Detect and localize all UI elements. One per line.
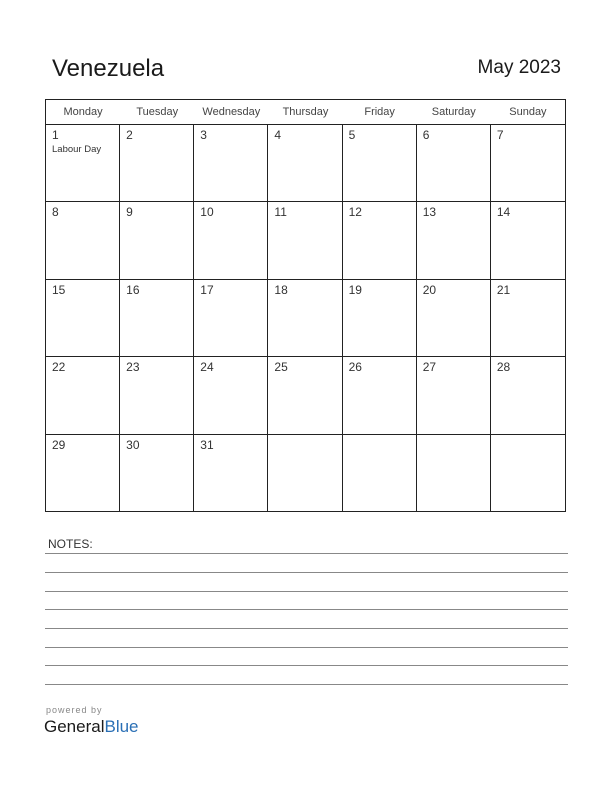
day-number: 26 xyxy=(348,360,362,375)
day-cell[interactable] xyxy=(268,357,342,434)
day-number: 23 xyxy=(126,360,140,375)
day-cell[interactable] xyxy=(343,125,417,202)
day-number: 8 xyxy=(52,205,59,220)
day-number: 28 xyxy=(496,360,511,375)
weekday-label: Wednesday xyxy=(202,106,261,118)
day-cell[interactable] xyxy=(491,357,565,434)
country-title: Venezuela xyxy=(52,55,165,82)
day-number: 6 xyxy=(422,128,430,142)
day-number: 11 xyxy=(274,205,287,220)
day-cell[interactable] xyxy=(491,435,565,512)
day-number: 18 xyxy=(274,282,288,297)
day-cell[interactable] xyxy=(268,280,342,357)
day-number: 4 xyxy=(274,128,282,142)
day-cell[interactable] xyxy=(46,125,120,202)
day-cell[interactable] xyxy=(417,435,491,512)
day-grid xyxy=(46,125,565,512)
day-cell[interactable] xyxy=(46,357,120,434)
day-cell[interactable] xyxy=(194,280,268,357)
weekday-label: Sunday xyxy=(509,106,547,118)
day-number: 20 xyxy=(422,282,437,297)
day-number: 1 xyxy=(52,128,59,142)
weekday-label: Tuesday xyxy=(136,106,179,118)
day-cell[interactable] xyxy=(417,357,491,434)
day-cell[interactable] xyxy=(194,202,268,279)
day-number: 3 xyxy=(200,128,207,142)
day-cell[interactable] xyxy=(417,280,491,357)
day-number: 9 xyxy=(126,205,133,220)
month-title: May 2023 xyxy=(477,57,561,78)
weekday-label: Thursday xyxy=(282,106,329,118)
generalblue-logo[interactable] xyxy=(44,717,139,737)
day-number: 22 xyxy=(52,360,66,375)
day-number: 14 xyxy=(496,205,511,220)
notes-label: NOTES: xyxy=(48,537,93,551)
notes-line xyxy=(45,572,568,573)
day-cell[interactable] xyxy=(194,357,268,434)
day-number: 16 xyxy=(126,282,140,297)
day-cell[interactable] xyxy=(268,125,342,202)
calendar-grid xyxy=(45,99,566,512)
day-number: 2 xyxy=(126,128,133,142)
day-cell[interactable] xyxy=(343,435,417,512)
day-cell[interactable] xyxy=(417,125,491,202)
day-number: 15 xyxy=(52,282,66,297)
day-cell[interactable] xyxy=(120,125,194,202)
day-cell[interactable] xyxy=(46,435,120,512)
day-number: 10 xyxy=(200,205,214,220)
day-number: 12 xyxy=(348,205,362,220)
day-cell[interactable] xyxy=(343,280,417,357)
notes-line xyxy=(45,665,568,666)
notes-line xyxy=(45,628,568,629)
day-cell[interactable] xyxy=(46,202,120,279)
day-number: 13 xyxy=(422,205,437,220)
notes-line xyxy=(45,684,568,685)
day-number: 24 xyxy=(200,360,214,375)
day-cell[interactable] xyxy=(120,435,194,512)
day-cell[interactable] xyxy=(120,280,194,357)
notes-line xyxy=(45,553,568,554)
powered-by-text: powered by xyxy=(46,705,103,715)
day-cell[interactable] xyxy=(194,125,268,202)
day-cell[interactable] xyxy=(46,280,120,357)
day-number: 29 xyxy=(52,437,66,452)
day-cell[interactable] xyxy=(417,202,491,279)
day-cell[interactable] xyxy=(120,202,194,279)
notes-line xyxy=(45,647,568,648)
weekday-header xyxy=(46,100,565,125)
brand-blue: Blue xyxy=(104,717,139,736)
day-cell[interactable] xyxy=(491,202,565,279)
day-number: 17 xyxy=(200,282,214,297)
notes-line xyxy=(45,591,568,592)
day-cell[interactable] xyxy=(120,357,194,434)
day-cell[interactable] xyxy=(268,202,342,279)
day-cell[interactable] xyxy=(491,280,565,357)
day-number: 31 xyxy=(200,437,214,452)
weekday-label: Friday xyxy=(364,106,395,118)
weekday-label: Saturday xyxy=(431,106,476,118)
day-cell[interactable] xyxy=(268,435,342,512)
weekday-label: Monday xyxy=(63,106,103,118)
day-number: 5 xyxy=(348,128,356,142)
day-number: 21 xyxy=(496,282,511,297)
day-number: 27 xyxy=(422,360,437,375)
notes-line xyxy=(45,609,568,610)
holiday-label: Labour Day xyxy=(52,144,102,155)
day-cell[interactable] xyxy=(343,202,417,279)
brand-general: General xyxy=(44,717,105,736)
day-number: 19 xyxy=(348,282,362,297)
day-cell[interactable] xyxy=(491,125,565,202)
day-number: 7 xyxy=(496,128,504,142)
day-number: 30 xyxy=(126,437,140,452)
day-cell[interactable] xyxy=(343,357,417,434)
day-number: 25 xyxy=(274,360,288,375)
day-cell[interactable] xyxy=(194,435,268,512)
